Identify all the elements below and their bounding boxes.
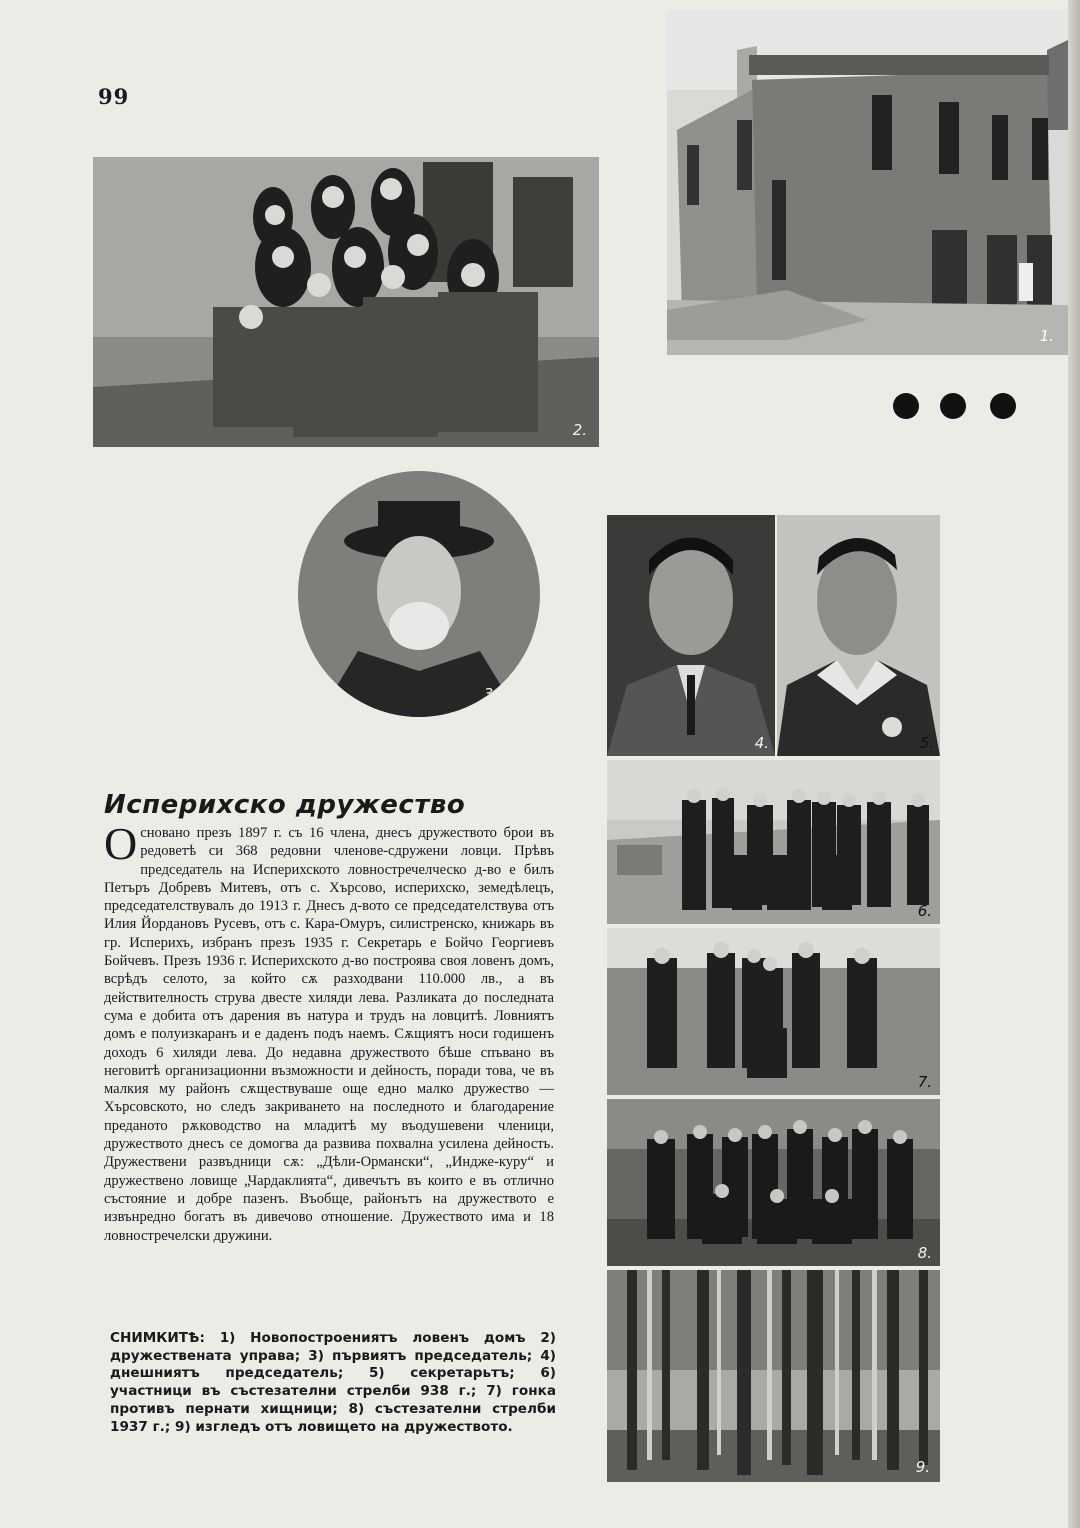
photo-6-label: 6. (917, 902, 932, 920)
photo-5-label: 5. (919, 734, 934, 752)
dot-icon (893, 393, 919, 419)
photo-3-label: 3. (483, 685, 498, 703)
photo-3-first-chairman (298, 471, 540, 717)
photo-2-society-board (93, 157, 599, 447)
photo-7-label: 7. (917, 1073, 932, 1091)
photo-2-label: 2. (572, 421, 587, 439)
photo-7-raptor-hunt (607, 928, 940, 1095)
article-title: Исперихско дружество (104, 790, 466, 820)
photo-9-label: 9. (915, 1458, 930, 1476)
photo-6-shooting-contest-participants (607, 760, 940, 924)
photo-4-current-chairman (607, 515, 775, 756)
page-edge (1068, 0, 1080, 1528)
article-body (104, 818, 554, 1245)
dot-icon (990, 393, 1016, 419)
decorative-dots (893, 393, 1023, 423)
dot-icon (940, 393, 966, 419)
photo-8-label: 8. (917, 1244, 932, 1262)
article-body-text: сновано презъ 1897 г. съ 16 члена, днесъ дружеството брои въ редоветѣ си 368 редовни членове-сдружени ловци. Прѣвъ председатель на Исперихското ловностречелческо д-во е билъ Петъръ Добревъ Митевъ, отъ с. Хърсово, исперихско, земедѣлецъ, председателствувалъ до 1913 г. Днесъ д-вото се председателствува отъ Илия Йордановъ Русевъ, отъ с. Кара-Омуръ, силистренско, книжарь въ гр. Исперихъ, избранъ презъ 1935 г. Секретарь е Бойчо Георгиевъ Бойчевъ. Презъ 1936 г. Исперихското д-во построява своя ловенъ домъ, всрѣдъ селото, за който сѫ разходвани 110.000 лв., а въ действителность струва двесте хиляди лева. Разликата до последната сума е добита отъ дарения въ натура и трудъ на ловцитѣ. Ловниятъ домъ е полуизкаранъ и е даденъ подъ наемъ. Сѫщиятъ носи годишенъ доходъ 6 хиляди лева. До недавна дружеството бѣше спъвано въ неговитѣ организационни възможности и дейность, поради това, че въ малкия му районъ сѫществуваше още едно малко дружество — Хърсовското, но следъ закриването на последното и благодарение преданото рѫководство на младитѣ му въодушевени членици, дружеството днесъ се домогва да развива похвална усилена дейность. Дружествени развъдници сѫ: „Дѣли-Ормански“, „Индже-куру“ и дружествено ловище „Чардаклията“, дивечътъ въ които е въ отлично състояние и добре пазенъ. Въобще, районътъ на дружеството е извънредно богатъ въ дивечово отношение. Дружеството има и 18 ловностречелски дружини. (104, 825, 554, 1244)
photo-9-hunting-ground-forest (607, 1270, 940, 1482)
photo-4-label: 4. (754, 734, 769, 752)
article-dropcap: О (104, 818, 138, 869)
photo-8-shooting-contest-1937 (607, 1099, 940, 1266)
photo-captions: СНИМКИТѢ: 1) Новопостроениятъ ловенъ домъ 2) дружествената управа; 3) първиятъ председатель; 4) днешниятъ председатель; 5) секретарьтъ; 6) участници въ състезателни стрелби 938 г.; 7) гонка противъ пернати хищници; 8) състезателни стрелби 1937 г.; 9) изгледъ отъ ловището на дружеството. (110, 1330, 556, 1435)
photo-1-hunting-lodge (667, 10, 1068, 355)
photo-1-label: 1. (1039, 327, 1054, 345)
page-number: 99 (98, 84, 130, 109)
photo-5-secretary (777, 515, 940, 756)
